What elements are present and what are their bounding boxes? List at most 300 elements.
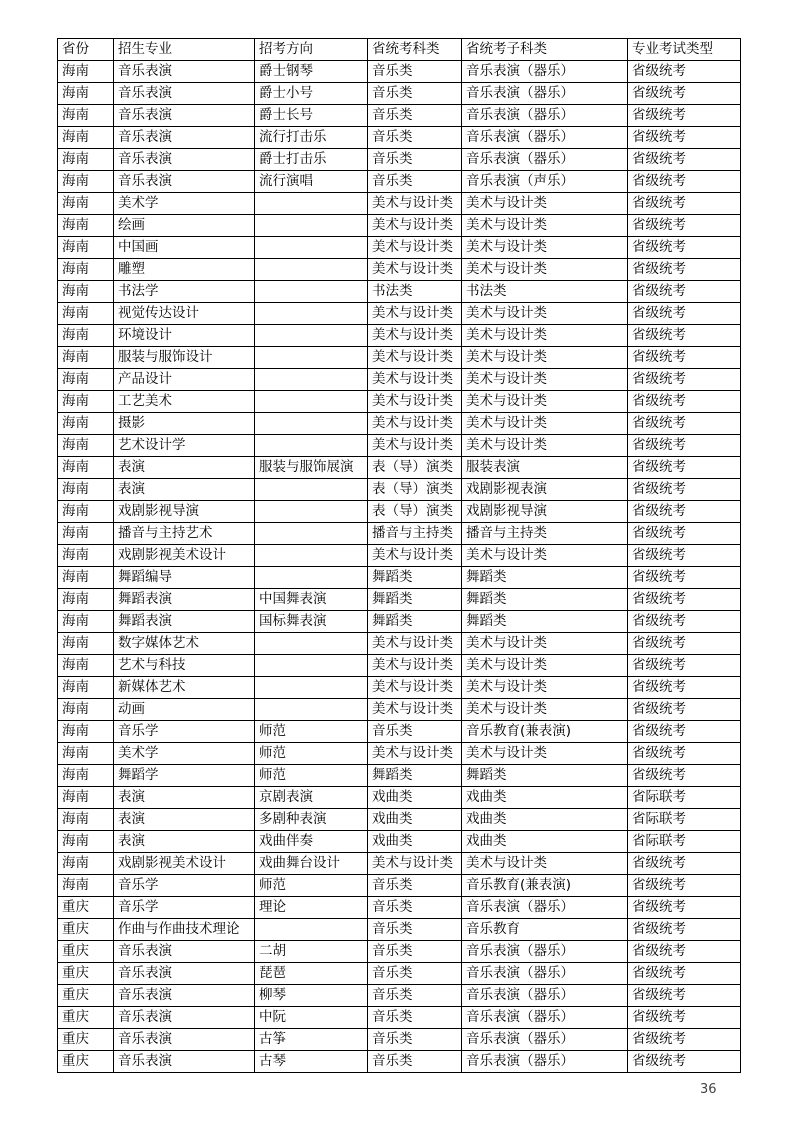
table-row — [58, 831, 741, 853]
table-cell: 省级统考 — [628, 149, 741, 171]
table-cell: 艺术与科技 — [114, 655, 255, 677]
table-cell: 播音与主持类 — [368, 523, 462, 545]
table-cell: 海南 — [58, 655, 114, 677]
table-cell: 海南 — [58, 61, 114, 83]
table-cell: 理论 — [255, 897, 368, 919]
table-cell: 海南 — [58, 303, 114, 325]
table-cell: 省级统考 — [628, 457, 741, 479]
table-row — [58, 127, 741, 149]
table-cell: 美术与设计类 — [462, 325, 628, 347]
table-cell: 中国画 — [114, 237, 255, 259]
table-row — [58, 61, 741, 83]
table-cell: 海南 — [58, 699, 114, 721]
table-cell: 音乐表演 — [114, 61, 255, 83]
table-cell — [255, 655, 368, 677]
table-cell: 海南 — [58, 633, 114, 655]
table-row — [58, 655, 741, 677]
table-cell: 视觉传达设计 — [114, 303, 255, 325]
table-row — [58, 721, 741, 743]
table-row — [58, 347, 741, 369]
table-row — [58, 479, 741, 501]
table-cell: 音乐表演 — [114, 127, 255, 149]
table-cell: 音乐表演（器乐） — [462, 61, 628, 83]
table-cell: 舞蹈类 — [462, 765, 628, 787]
table-cell: 海南 — [58, 743, 114, 765]
table-cell: 音乐学 — [114, 875, 255, 897]
table-cell: 海南 — [58, 237, 114, 259]
table-cell: 摄影 — [114, 413, 255, 435]
table-cell: 作曲与作曲技术理论 — [114, 919, 255, 941]
table-cell: 海南 — [58, 435, 114, 457]
table-cell: 海南 — [58, 501, 114, 523]
table-cell: 海南 — [58, 193, 114, 215]
table-cell: 舞蹈学 — [114, 765, 255, 787]
table-cell: 古筝 — [255, 1029, 368, 1051]
table-cell: 音乐类 — [368, 61, 462, 83]
table-cell: 音乐类 — [368, 875, 462, 897]
table-cell: 绘画 — [114, 215, 255, 237]
table-cell: 海南 — [58, 325, 114, 347]
table-cell: 音乐类 — [368, 1051, 462, 1073]
table-cell: 省级统考 — [628, 1051, 741, 1073]
table-cell: 省级统考 — [628, 765, 741, 787]
table-cell: 爵士钢琴 — [255, 61, 368, 83]
table-cell: 省级统考 — [628, 985, 741, 1007]
table-row — [58, 435, 741, 457]
table-cell: 海南 — [58, 853, 114, 875]
table-cell: 省级统考 — [628, 281, 741, 303]
table-cell: 海南 — [58, 347, 114, 369]
table-cell: 音乐学 — [114, 721, 255, 743]
table-cell: 省级统考 — [628, 677, 741, 699]
table-cell: 海南 — [58, 721, 114, 743]
table-cell: 音乐类 — [368, 919, 462, 941]
table-cell: 美术与设计类 — [368, 215, 462, 237]
table-cell: 美术与设计类 — [462, 743, 628, 765]
table-cell: 音乐类 — [368, 941, 462, 963]
table-cell: 省级统考 — [628, 347, 741, 369]
table-cell: 表（导）演类 — [368, 457, 462, 479]
table-cell: 省级统考 — [628, 853, 741, 875]
table-cell: 表演 — [114, 787, 255, 809]
table-cell: 省级统考 — [628, 369, 741, 391]
table-cell: 表（导）演类 — [368, 479, 462, 501]
table-cell: 音乐表演 — [114, 1007, 255, 1029]
table-cell: 音乐类 — [368, 963, 462, 985]
table-cell: 音乐表演（器乐） — [462, 105, 628, 127]
table-row — [58, 457, 741, 479]
table-row — [58, 83, 741, 105]
table-cell: 表演 — [114, 831, 255, 853]
table-cell — [255, 215, 368, 237]
table-cell: 师范 — [255, 743, 368, 765]
table-cell: 音乐学 — [114, 897, 255, 919]
table-cell: 省级统考 — [628, 655, 741, 677]
table-cell: 省级统考 — [628, 171, 741, 193]
table-cell: 美术与设计类 — [462, 347, 628, 369]
table-cell — [255, 259, 368, 281]
table-cell: 省级统考 — [628, 61, 741, 83]
table-cell: 海南 — [58, 765, 114, 787]
table-cell: 戏曲类 — [462, 831, 628, 853]
table-cell: 美术与设计类 — [462, 193, 628, 215]
table-row — [58, 1029, 741, 1051]
table-cell: 海南 — [58, 677, 114, 699]
table-cell: 美术与设计类 — [462, 215, 628, 237]
table-cell — [255, 919, 368, 941]
table-cell: 海南 — [58, 83, 114, 105]
table-cell: 音乐表演（器乐） — [462, 149, 628, 171]
table-cell: 师范 — [255, 721, 368, 743]
table-cell: 音乐类 — [368, 105, 462, 127]
table-cell: 海南 — [58, 545, 114, 567]
table-cell: 重庆 — [58, 897, 114, 919]
table-cell: 音乐表演（器乐） — [462, 941, 628, 963]
table-cell: 省级统考 — [628, 127, 741, 149]
table-cell: 省级统考 — [628, 567, 741, 589]
table-cell: 播音与主持类 — [462, 523, 628, 545]
table-cell: 音乐类 — [368, 83, 462, 105]
table-row — [58, 743, 741, 765]
table-cell: 爵士小号 — [255, 83, 368, 105]
table-cell: 美术与设计类 — [368, 699, 462, 721]
table-row — [58, 303, 741, 325]
table-cell: 音乐类 — [368, 149, 462, 171]
table-row — [58, 237, 741, 259]
table-cell: 重庆 — [58, 1007, 114, 1029]
table-cell: 省级统考 — [628, 479, 741, 501]
table-row — [58, 369, 741, 391]
table-row — [58, 787, 741, 809]
table-cell: 音乐表演 — [114, 83, 255, 105]
table-row — [58, 259, 741, 281]
table-cell: 舞蹈类 — [462, 567, 628, 589]
table-cell: 重庆 — [58, 919, 114, 941]
table-cell: 美术与设计类 — [462, 655, 628, 677]
table-cell: 重庆 — [58, 985, 114, 1007]
table-cell: 二胡 — [255, 941, 368, 963]
table-cell: 海南 — [58, 787, 114, 809]
table-cell: 海南 — [58, 457, 114, 479]
table-cell: 海南 — [58, 259, 114, 281]
table-cell: 戏曲类 — [368, 831, 462, 853]
table-cell: 书法类 — [368, 281, 462, 303]
table-cell: 美术与设计类 — [368, 677, 462, 699]
table-cell — [255, 347, 368, 369]
table-cell: 省级统考 — [628, 105, 741, 127]
table-cell — [255, 699, 368, 721]
table-cell — [255, 325, 368, 347]
table-cell: 省级统考 — [628, 215, 741, 237]
table-cell: 美术与设计类 — [368, 655, 462, 677]
table-cell: 京剧表演 — [255, 787, 368, 809]
column-header: 招考方向 — [255, 39, 368, 61]
table-cell — [255, 237, 368, 259]
table-cell: 美术与设计类 — [368, 193, 462, 215]
table-cell: 音乐表演 — [114, 1051, 255, 1073]
table-cell: 省级统考 — [628, 897, 741, 919]
table-row — [58, 809, 741, 831]
table-cell: 美术与设计类 — [368, 303, 462, 325]
table-cell: 美术与设计类 — [368, 413, 462, 435]
table-cell: 音乐表演（器乐） — [462, 963, 628, 985]
table-cell: 舞蹈类 — [462, 611, 628, 633]
table-row — [58, 523, 741, 545]
table-cell: 美术学 — [114, 743, 255, 765]
table-cell: 美术与设计类 — [368, 347, 462, 369]
table-row — [58, 699, 741, 721]
table-cell: 海南 — [58, 875, 114, 897]
table-cell: 海南 — [58, 149, 114, 171]
table-cell: 音乐类 — [368, 897, 462, 919]
table-cell: 戏曲舞台设计 — [255, 853, 368, 875]
table-cell — [255, 501, 368, 523]
table-cell: 书法学 — [114, 281, 255, 303]
table-cell — [255, 633, 368, 655]
table-cell: 新媒体艺术 — [114, 677, 255, 699]
table-cell: 海南 — [58, 171, 114, 193]
table-row — [58, 281, 741, 303]
table-cell: 海南 — [58, 369, 114, 391]
table-cell: 音乐类 — [368, 171, 462, 193]
table-cell: 师范 — [255, 765, 368, 787]
table-row — [58, 853, 741, 875]
table-row — [58, 941, 741, 963]
table-cell: 省级统考 — [628, 413, 741, 435]
table-row — [58, 875, 741, 897]
table-cell: 音乐表演（器乐） — [462, 1007, 628, 1029]
column-header: 省份 — [58, 39, 114, 61]
table-cell: 舞蹈类 — [462, 589, 628, 611]
table-cell: 舞蹈表演 — [114, 611, 255, 633]
table-cell: 音乐教育 — [462, 919, 628, 941]
table-cell: 舞蹈表演 — [114, 589, 255, 611]
table-cell: 音乐教育(兼表演) — [462, 721, 628, 743]
table-cell: 音乐类 — [368, 985, 462, 1007]
table-cell: 美术与设计类 — [368, 633, 462, 655]
table-cell: 省级统考 — [628, 721, 741, 743]
table-cell: 音乐表演 — [114, 1029, 255, 1051]
table-cell: 音乐表演（声乐） — [462, 171, 628, 193]
table-cell: 中阮 — [255, 1007, 368, 1029]
table-cell: 舞蹈类 — [368, 765, 462, 787]
table-cell — [255, 545, 368, 567]
table-cell: 音乐表演（器乐） — [462, 83, 628, 105]
table-cell — [255, 391, 368, 413]
table-cell: 师范 — [255, 875, 368, 897]
table-cell: 戏曲类 — [462, 787, 628, 809]
table-cell: 海南 — [58, 413, 114, 435]
column-header: 专业考试类型 — [628, 39, 741, 61]
table-cell: 美术与设计类 — [462, 413, 628, 435]
table-cell: 戏剧影视导演 — [114, 501, 255, 523]
table-cell: 美术与设计类 — [462, 369, 628, 391]
table-cell: 省级统考 — [628, 259, 741, 281]
table-cell: 工艺美术 — [114, 391, 255, 413]
table-cell: 美术与设计类 — [462, 545, 628, 567]
table-cell: 省级统考 — [628, 193, 741, 215]
table-cell: 省级统考 — [628, 545, 741, 567]
table-cell: 书法类 — [462, 281, 628, 303]
table-cell — [255, 523, 368, 545]
table-cell: 戏曲类 — [368, 787, 462, 809]
table-cell: 海南 — [58, 589, 114, 611]
table-row — [58, 545, 741, 567]
table-cell: 美术与设计类 — [462, 677, 628, 699]
table-cell: 数字媒体艺术 — [114, 633, 255, 655]
table-cell: 美术与设计类 — [462, 303, 628, 325]
table-cell: 海南 — [58, 391, 114, 413]
table-cell: 戏剧影视表演 — [462, 479, 628, 501]
table-cell: 戏曲类 — [368, 809, 462, 831]
table-cell: 海南 — [58, 567, 114, 589]
table-cell — [255, 281, 368, 303]
table-row — [58, 589, 741, 611]
table-row — [58, 105, 741, 127]
table-cell: 艺术设计学 — [114, 435, 255, 457]
page-number: 36 — [700, 1082, 717, 1097]
table-cell — [255, 303, 368, 325]
table-cell — [255, 479, 368, 501]
table-cell: 表（导）演类 — [368, 501, 462, 523]
table-cell: 省级统考 — [628, 919, 741, 941]
table-row — [58, 501, 741, 523]
table-cell: 舞蹈类 — [368, 589, 462, 611]
table-cell: 音乐表演 — [114, 941, 255, 963]
table-cell: 美术与设计类 — [368, 237, 462, 259]
table-cell: 动画 — [114, 699, 255, 721]
table-cell: 美术与设计类 — [368, 391, 462, 413]
table-cell: 戏剧影视美术设计 — [114, 545, 255, 567]
table-cell: 音乐类 — [368, 1029, 462, 1051]
table-cell: 古琴 — [255, 1051, 368, 1073]
table-cell — [255, 193, 368, 215]
table-cell: 表演 — [114, 479, 255, 501]
table-cell: 重庆 — [58, 963, 114, 985]
table-cell: 省级统考 — [628, 941, 741, 963]
table-row — [58, 1007, 741, 1029]
table-cell: 美术与设计类 — [368, 325, 462, 347]
table-cell: 流行演唱 — [255, 171, 368, 193]
table-cell: 省际联考 — [628, 831, 741, 853]
table-cell: 雕塑 — [114, 259, 255, 281]
table-cell: 美术与设计类 — [368, 435, 462, 457]
table-header-row — [58, 39, 741, 61]
table-cell: 省级统考 — [628, 1007, 741, 1029]
table-row — [58, 611, 741, 633]
table-cell: 省级统考 — [628, 699, 741, 721]
table-cell: 海南 — [58, 479, 114, 501]
table-cell: 表演 — [114, 457, 255, 479]
table-cell: 表演 — [114, 809, 255, 831]
table-cell: 省级统考 — [628, 435, 741, 457]
table-cell: 省级统考 — [628, 303, 741, 325]
table-row — [58, 897, 741, 919]
table-cell: 重庆 — [58, 1029, 114, 1051]
table-row — [58, 765, 741, 787]
table-cell: 省级统考 — [628, 391, 741, 413]
table-cell: 省级统考 — [628, 83, 741, 105]
table-cell — [255, 369, 368, 391]
table-cell: 柳琴 — [255, 985, 368, 1007]
table-row — [58, 193, 741, 215]
table-cell: 美术与设计类 — [462, 237, 628, 259]
table-cell: 戏曲伴奏 — [255, 831, 368, 853]
table-cell: 省级统考 — [628, 875, 741, 897]
table-cell: 音乐表演（器乐） — [462, 1029, 628, 1051]
table-cell: 音乐表演（器乐） — [462, 897, 628, 919]
table-row — [58, 963, 741, 985]
column-header: 招生专业 — [114, 39, 255, 61]
table-cell: 美术学 — [114, 193, 255, 215]
table-cell — [255, 435, 368, 457]
table-cell: 美术与设计类 — [462, 633, 628, 655]
table-row — [58, 919, 741, 941]
table-cell: 音乐教育(兼表演) — [462, 875, 628, 897]
admissions-table — [57, 38, 741, 1073]
table-cell: 音乐表演（器乐） — [462, 1051, 628, 1073]
table-cell: 海南 — [58, 215, 114, 237]
table-cell: 戏剧影视美术设计 — [114, 853, 255, 875]
table-cell: 产品设计 — [114, 369, 255, 391]
table-cell: 美术与设计类 — [368, 259, 462, 281]
table-row — [58, 391, 741, 413]
table-cell: 音乐表演 — [114, 985, 255, 1007]
table-row — [58, 985, 741, 1007]
column-header: 省统考子科类 — [462, 39, 628, 61]
table-cell: 中国舞表演 — [255, 589, 368, 611]
table-cell: 海南 — [58, 831, 114, 853]
table-cell: 国标舞表演 — [255, 611, 368, 633]
table-cell: 音乐类 — [368, 1007, 462, 1029]
table-cell: 音乐表演 — [114, 171, 255, 193]
table-row — [58, 325, 741, 347]
column-header: 省统考科类 — [368, 39, 462, 61]
table-cell: 美术与设计类 — [462, 699, 628, 721]
table-cell: 美术与设计类 — [462, 259, 628, 281]
table-cell: 音乐类 — [368, 721, 462, 743]
table-cell: 音乐表演（器乐） — [462, 985, 628, 1007]
table-cell: 音乐类 — [368, 127, 462, 149]
table-cell: 省级统考 — [628, 743, 741, 765]
table-cell: 海南 — [58, 127, 114, 149]
table-cell: 音乐表演 — [114, 105, 255, 127]
table-cell: 省际联考 — [628, 809, 741, 831]
table-cell: 服装与服饰展演 — [255, 457, 368, 479]
table-cell: 海南 — [58, 523, 114, 545]
table-cell: 服装表演 — [462, 457, 628, 479]
table-cell: 戏剧影视导演 — [462, 501, 628, 523]
table-cell: 播音与主持艺术 — [114, 523, 255, 545]
table-cell: 爵士打击乐 — [255, 149, 368, 171]
table-cell: 多剧种表演 — [255, 809, 368, 831]
table-cell: 音乐表演 — [114, 149, 255, 171]
table-cell: 重庆 — [58, 941, 114, 963]
table-cell: 音乐表演（器乐） — [462, 127, 628, 149]
table-cell: 省级统考 — [628, 523, 741, 545]
table-cell: 省级统考 — [628, 1029, 741, 1051]
table-cell: 舞蹈类 — [368, 611, 462, 633]
table-cell: 舞蹈编导 — [114, 567, 255, 589]
table-cell: 海南 — [58, 281, 114, 303]
table-cell: 音乐表演 — [114, 963, 255, 985]
table-cell: 流行打击乐 — [255, 127, 368, 149]
table-cell: 美术与设计类 — [368, 743, 462, 765]
table-cell: 戏曲类 — [462, 809, 628, 831]
table-cell: 美术与设计类 — [368, 545, 462, 567]
table-cell: 省级统考 — [628, 237, 741, 259]
table-cell — [255, 677, 368, 699]
